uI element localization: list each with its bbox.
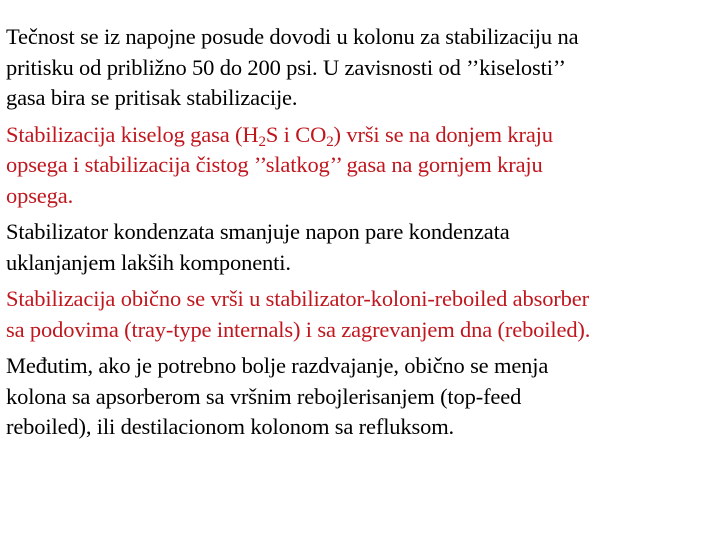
subscript-two: 2 — [258, 133, 266, 150]
text-line: Stabilizator kondenzata smanjuje napon pare kondenzata — [6, 219, 510, 244]
slide-body-text — [6, 22, 706, 449]
text-line: Tečnost se iz napojne posude dovodi u kolonu za stabilizaciju na — [6, 24, 579, 49]
text-line: reboiled), ili destilacionom kolonom sa refluksom. — [6, 414, 455, 439]
text-line — [6, 120, 706, 151]
paragraph-reboiled-absorber — [6, 284, 706, 345]
text-line: sa podovima (tray-type internals) i sa zagrevanjem dna (reboiled). — [6, 316, 591, 342]
text-line: Međutim, ako je potrebno bolje razdvajanje, obično se menja — [6, 353, 549, 378]
text-fragment: S i CO — [265, 121, 327, 147]
paragraph-sour-gas-stabilization — [6, 120, 706, 212]
subscript-two: 2 — [326, 133, 334, 150]
text-line: gasa bira se pritisak stabilizacije. — [6, 85, 298, 110]
text-line: opsega i stabilizacija čistog ’’slatkog’’ gasa na gornjem kraju — [6, 152, 543, 177]
paragraph-better-separation — [6, 351, 706, 443]
paragraph-feed-pressure — [6, 22, 706, 114]
text-fragment: Stabilizacija kiselog gasa (H — [6, 121, 259, 147]
text-line: pritisku od približno 50 do 200 psi. U zavisnosti od ’’kiselosti’’ — [6, 54, 566, 80]
text-line: kolona sa apsorberom sa vršnim rebojlerisanjem (top-feed — [6, 383, 522, 409]
text-fragment: ) vrši se na donjem kraju — [333, 121, 553, 147]
text-line: opsega. — [6, 182, 74, 208]
text-line: Stabilizacija obično se vrši u stabilizator-koloni-reboiled absorber — [6, 286, 589, 311]
paragraph-condensate-stabilizer — [6, 217, 706, 278]
text-line: uklanjanjem lakših komponenti. — [6, 249, 291, 275]
